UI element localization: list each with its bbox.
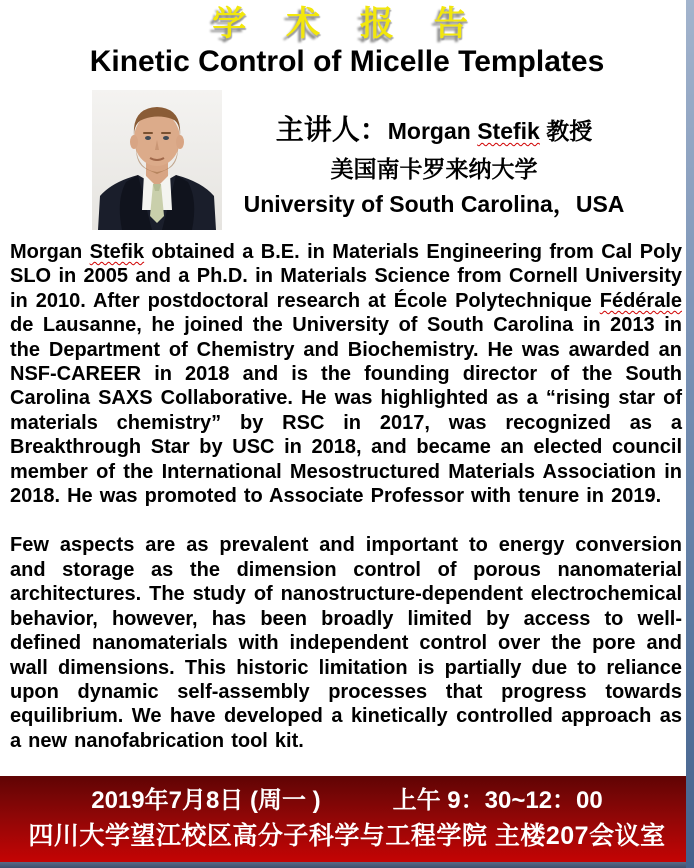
speaker-label: 主讲人： xyxy=(275,114,388,145)
speaker-section xyxy=(0,90,694,232)
speaker-info xyxy=(222,90,694,217)
speaker-bio-paragraph: Morgan Stefik obtained a B.E. in Materials Engineering from Cal Poly SLO in 2005 and a Ph.D. in Materials Science from Cornell University in 2010. After postdoctoral research at École Polytechnique Fédérale de Lausanne, he joined the University of South Carolina in 2013 in the Department of Chemistry and Biochemistry. He was awarded an NSF-CAREER in 2018 and is the founding director of the South Carolina SAXS Collaborative. He was highlighted as a “rising star of materials chemistry” by RSC in 2017, was recognized as a Breakthrough Star by USC in 2018, and became an elected council member of the International Mesostructured Materials Association in 2018. He was promoted to Associate Professor with tenure in 2019. xyxy=(10,241,682,508)
speaker-photo xyxy=(92,90,222,230)
abstract-paragraph: Few aspects are as prevalent and important to energy conversion and storage as the dimension control of porous nanomaterial architectures. The study of nanostructure-dependent electrochemical behavior, however, has been broadly limited by access to well-defined nanomaterials with independent control over the pore and wall dimensions. This historic limitation is partially due to reliance upon dynamic self-assembly processes that progress towards equilibrium. We have developed a kinetically controlled approach as a new nanofabrication tool kit. xyxy=(10,534,682,752)
page-title-cn: 学 术 报 告 xyxy=(212,4,482,44)
right-border xyxy=(686,0,694,868)
speaker-affiliation-cn: 美国南卡罗来纳大学 xyxy=(330,156,538,182)
event-datetime: 2019年7月8日 (周一 ) 上午 9：30~12：00 xyxy=(91,787,603,814)
speaker-name-line xyxy=(222,116,646,145)
speaker-affiliation-en: University of South Carolina，USA xyxy=(243,191,625,217)
portrait-illustration xyxy=(92,90,222,230)
speaker-name: Morgan Stefik 教授 xyxy=(387,118,593,144)
lecture-title: Kinetic Control of Micelle Templates xyxy=(89,45,605,78)
event-location: 四川大学望江校区高分子科学与工程学院 主楼207会议室 xyxy=(28,822,666,850)
footer-banner xyxy=(0,776,694,862)
bottom-border xyxy=(0,862,694,868)
